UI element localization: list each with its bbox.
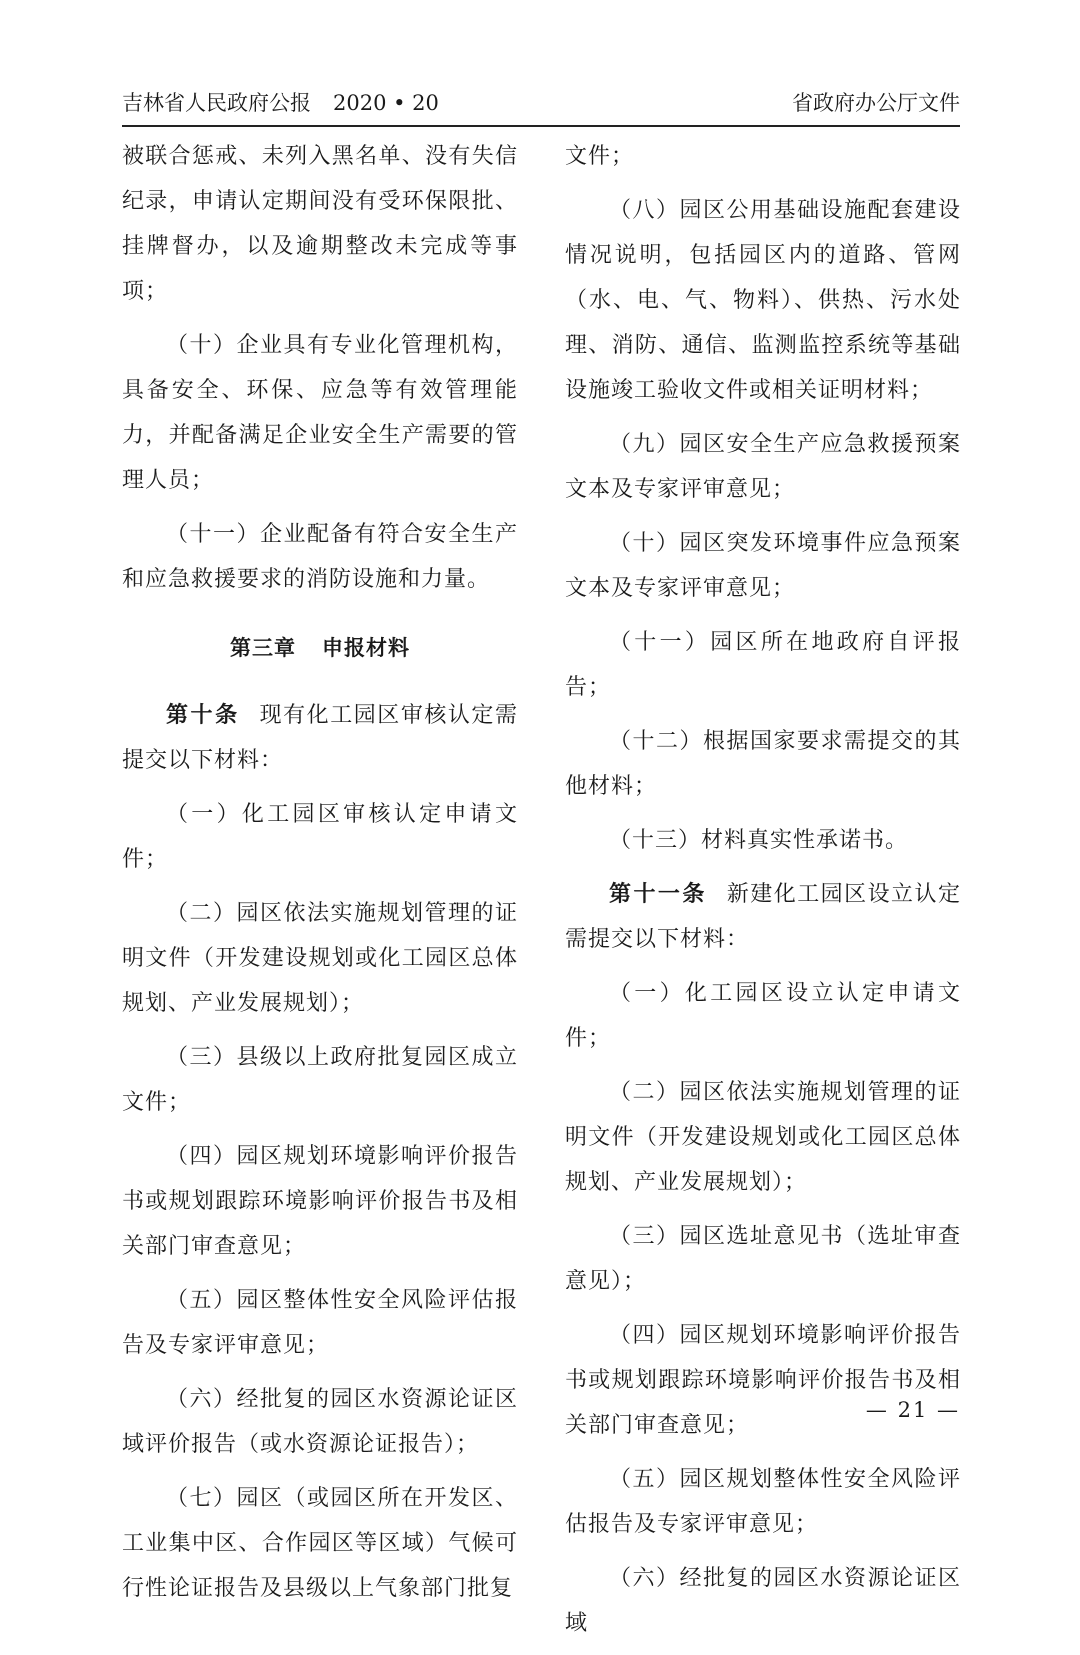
paragraph: 文件；	[565, 144, 635, 169]
list-item: （五）园区规划整体性安全风险评估报告及专家评审意见；	[565, 1467, 961, 1537]
article-text: 现有化工园区审核认定需提交以下材料：	[122, 703, 518, 773]
list-item: （五）园区整体性安全风险评估报告及专家评审意见；	[122, 1288, 518, 1358]
page-header	[122, 86, 960, 120]
publication-title	[122, 86, 439, 120]
list-item: （四）园区规划环境影响评价报告书或规划跟踪环境影响评价报告书及相关部门审查意见；	[565, 1323, 961, 1438]
article-label: 第十一条	[609, 882, 707, 907]
section-title: 省政府办公厅文件	[792, 91, 960, 115]
list-item: （一）化工园区审核认定申请文件；	[122, 802, 518, 872]
list-item: （二）园区依法实施规划管理的证明文件（开发建设规划或化工园区总体规划、产业发展规划）；	[122, 901, 518, 1016]
article-paragraph	[122, 693, 518, 783]
chapter-heading	[122, 626, 518, 671]
list-item: （三）园区选址意见书（选址审查意见）；	[565, 1224, 961, 1294]
article-text: 新建化工园区设立认定需提交以下材料：	[565, 882, 961, 952]
publication-name: 吉林省人民政府公报	[122, 91, 311, 115]
header-divider	[122, 125, 960, 127]
list-item: （三）县级以上政府批复园区成立文件；	[122, 1045, 518, 1115]
list-item: （十一）园区所在地政府自评报告；	[565, 630, 961, 700]
article-label: 第十条	[166, 703, 240, 728]
left-column	[122, 134, 518, 1620]
list-item: （九）园区安全生产应急救援预案文本及专家评审意见；	[565, 432, 961, 502]
right-column	[565, 134, 961, 1655]
paragraph: （十）企业具有专业化管理机构，具备安全、环保、应急等有效管理能力，并配备满足企业安全生产需要的管理人员；	[122, 333, 518, 493]
paragraph: 被联合惩戒、未列入黑名单、没有失信纪录，申请认定期间没有受环保限批、挂牌督办，以及逾期整改未完成等事项；	[122, 144, 518, 304]
list-item: （十三）材料真实性承诺书。	[609, 828, 909, 853]
list-item: （一）化工园区设立认定申请文件；	[565, 981, 961, 1051]
article-paragraph	[565, 872, 961, 962]
issue-number: 2020 • 20	[333, 91, 439, 115]
list-item: （六）经批复的园区水资源论证区域评价报告（或水资源论证报告）；	[122, 1387, 518, 1457]
list-item: （二）园区依法实施规划管理的证明文件（开发建设规划或化工园区总体规划、产业发展规划）；	[565, 1080, 961, 1195]
list-item: （七）园区（或园区所在开发区、工业集中区、合作园区等区域）气候可行性论证报告及县级以上气象部门批复	[122, 1486, 518, 1601]
page-number: — 21 —	[865, 1398, 960, 1422]
list-item: （四）园区规划环境影响评价报告书或规划跟踪环境影响评价报告书及相关部门审查意见；	[122, 1144, 518, 1259]
list-item: （六）经批复的园区水资源论证区域	[565, 1566, 961, 1636]
list-item: （八）园区公用基础设施配套建设情况说明，包括园区内的道路、管网（水、电、气、物料）、供热、污水处理、消防、通信、监测监控系统等基础设施竣工验收文件或相关证明材料；	[565, 198, 961, 403]
paragraph: （十一）企业配备有符合安全生产和应急救援要求的消防设施和力量。	[122, 522, 518, 592]
list-item: （十二）根据国家要求需提交的其他材料；	[565, 729, 961, 799]
chapter-title: 申报材料	[322, 636, 410, 660]
list-item: （十）园区突发环境事件应急预案文本及专家评审意见；	[565, 531, 961, 601]
chapter-number: 第三章	[230, 636, 296, 660]
